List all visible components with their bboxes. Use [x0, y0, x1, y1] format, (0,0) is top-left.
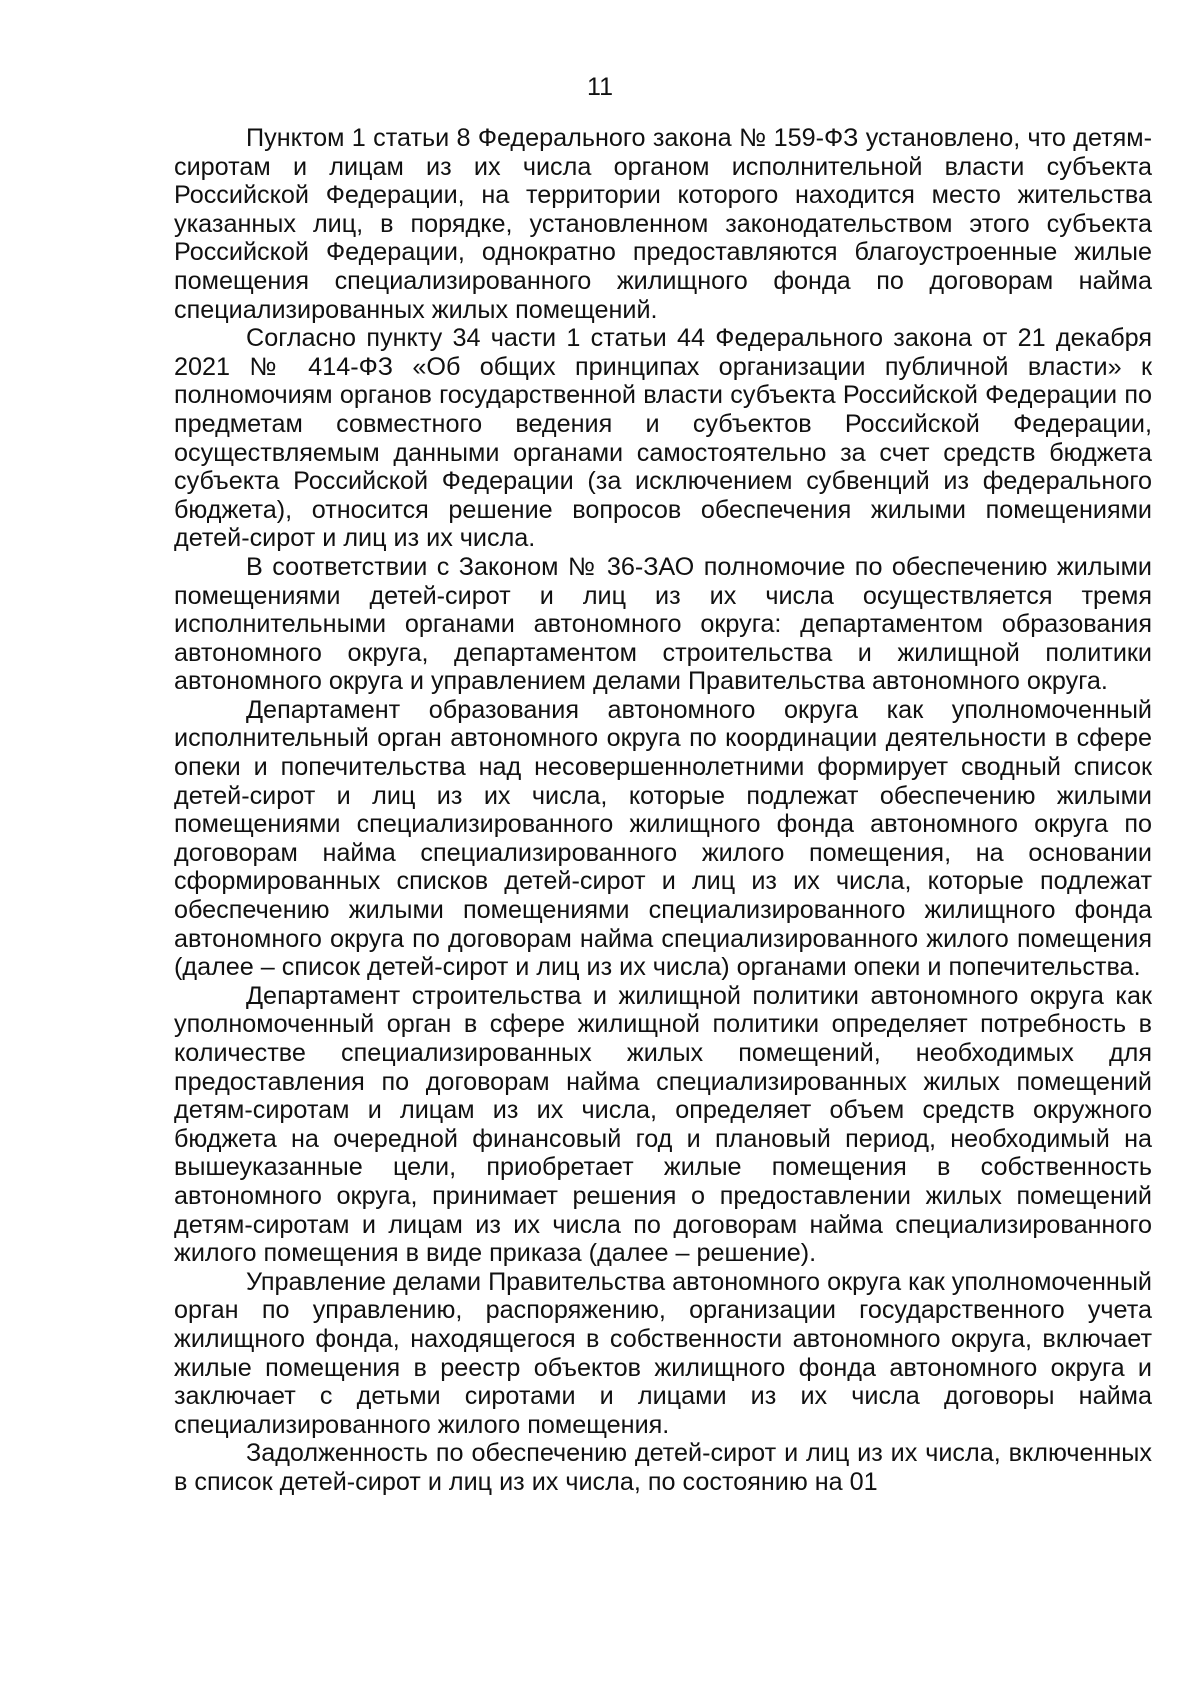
paragraph-5: Департамент строительства и жилищной политики автономного округа как уполномоченный орган в сфере жилищной политики определяет потребность в количестве специализированных жилых помещений, необходимых для предоставления по договорам найма специализированных жилых помещений детям-сиротам и лицам из их числа, определяет объем средств окружного бюджета на очередной финансовый год и плановый период, необходимый на вышеуказанные цели, приобретает жилые помещения в собственность автономного округа, принимает решения о предоставлении жилых помещений детям-сиротам и лицам из их числа по договорам найма специализированного жилого помещения в виде приказа (далее – решение).: [174, 981, 1152, 1268]
paragraph-3: В соответствии с Законом № 36-ЗАО полномочие по обеспечению жилыми помещениями детей-сирот и лиц из их числа осуществляется тремя исполнительными органами автономного округа: департаментом образования автономного округа, департаментом строительства и жилищной политики автономного округа и управлением делами Правительства автономного округа.: [174, 552, 1152, 696]
paragraph-7: Задолженность по обеспечению детей-сирот и лиц из их числа, включенных в список детей-сирот и лиц из их числа, по состоянию на 01: [174, 1439, 1152, 1496]
page-number: 11: [587, 73, 613, 101]
paragraph-1: Пунктом 1 статьи 8 Федерального закона № 159-ФЗ установлено, что детям-сиротам и лицам из их числа органом исполнительной власти субъекта Российской Федерации, на территории которого находится место жительства указанных лиц, в порядке, установленном законодательством этого субъекта Российской Федерации, однократно предоставляются благоустроенные жилые помещения специализированного жилищного фонда по договорам найма специализированных жилых помещений.: [174, 124, 1152, 324]
paragraph-4: Департамент образования автономного округа как уполномоченный исполнительный орган автономного округа по координации деятельности в сфере опеки и попечительства над несовершеннолетними формирует сводный список детей-сирот и лиц из их числа, которые подлежат обеспечению жилыми помещениями специализированного жилищного фонда автономного округа по договорам найма специализированного жилого помещения, на основании сформированных списков детей-сирот и лиц из их числа, которые подлежат обеспечению жилыми помещениями специализированного жилищного фонда автономного округа по договорам найма специализированного жилого помещения (далее – список детей-сирот и лиц из их числа) органами опеки и попечительства.: [174, 695, 1152, 982]
paragraph-6: Управление делами Правительства автономного округа как уполномоченный орган по управлению, распоряжению, организации государственного учета жилищного фонда, находящегося в собственности автономного округа, включает жилые помещения в реестр объектов жилищного фонда автономного округа и заключает с детьми сиротами и лицами из их числа договоры найма специализированного жилого помещения.: [174, 1267, 1152, 1439]
paragraph-2: Согласно пункту 34 части 1 статьи 44 Федерального закона от 21 декабря 2021 № 414-ФЗ «Об общих принципах организации публичной власти» к полномочиям органов государственной власти субъекта Российской Федерации по предметам совместного ведения и субъектов Российской Федерации, осуществляемым данными органами самостоятельно за счет средств бюджета субъекта Российской Федерации (за исключением субвенций из федерального бюджета), относится решение вопросов обеспечения жилыми помещениями детей-сирот и лиц из их числа.: [174, 324, 1152, 553]
document-body: [174, 124, 1152, 1497]
